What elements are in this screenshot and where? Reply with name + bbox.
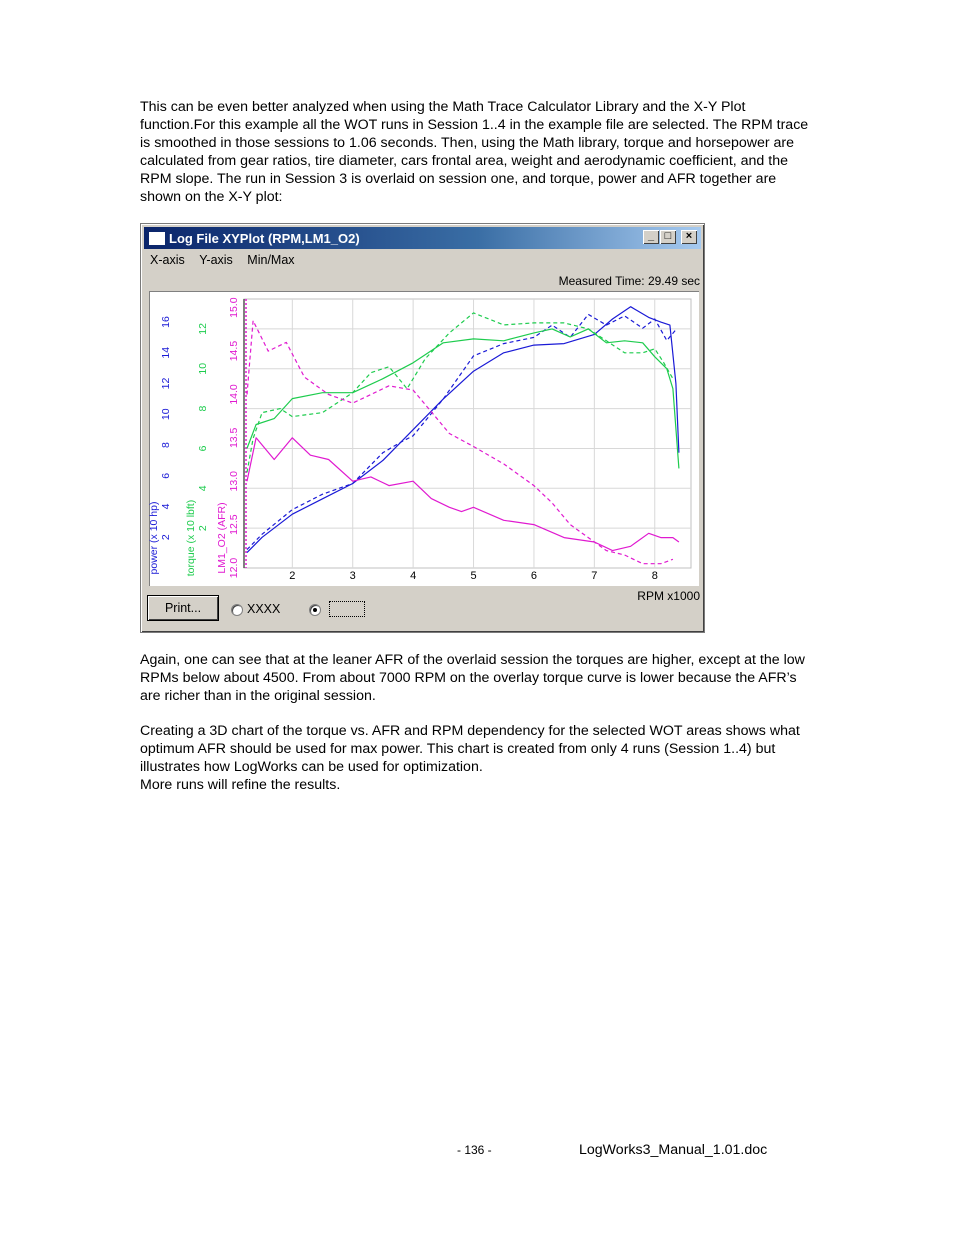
page-number: - 136 - xyxy=(457,1143,492,1157)
menu-x-axis[interactable]: X-axis xyxy=(150,253,185,267)
y-tick-label-power: 2 xyxy=(160,534,172,541)
x-tick-label: 2 xyxy=(289,570,296,582)
x-tick-label: 6 xyxy=(530,570,538,582)
y-axis-title-afr: LM1_O2 (AFR) xyxy=(216,502,228,574)
y-tick-label-power: 8 xyxy=(160,442,172,448)
y-tick-label-afr: 12.0 xyxy=(228,557,240,579)
xy-plot-chart xyxy=(149,291,699,586)
y-tick-label-torque: 2 xyxy=(197,525,209,532)
print-button[interactable]: Print... xyxy=(148,596,218,620)
radio-selected-icon xyxy=(309,604,321,616)
x-axis-unit-label: RPM x1000 xyxy=(637,589,700,603)
window-icon xyxy=(149,232,165,245)
y-tick-label-torque: 4 xyxy=(197,485,209,492)
document-name: LogWorks3_Manual_1.01.doc xyxy=(579,1142,768,1158)
y-tick-label-power: 12 xyxy=(160,377,172,390)
title-bar[interactable] xyxy=(144,227,701,249)
window-title: Log File XYPlot (RPM,LM1_O2) xyxy=(169,231,360,246)
y-tick-label-afr: 13.0 xyxy=(228,471,240,492)
radio-option-label xyxy=(329,601,365,617)
plot-area xyxy=(149,291,699,586)
y-tick-label-afr: 13.5 xyxy=(228,427,240,449)
intro-paragraph: This can be even better analyzed when using the Math Trace Calculator Library and the X-Y Plot function.For this example all the WOT runs in Session 1..4 in the example file are selected. The RPM trace is smoothed in those sessions to 1.06 seconds. Then, using the Math library, torque and horsepower are calculated from gear ratios, tire diameter, cars frontal area, weight and aerodynamic coefficient, and the RPM slope. The run in Session 3 is overlaid on session one, and torque, power and AFR together are shown on the X-Y plot: xyxy=(140,99,809,205)
close-button[interactable]: × xyxy=(681,230,697,244)
y-tick-label-power: 16 xyxy=(160,316,172,328)
y-tick-label-power: 6 xyxy=(160,472,172,479)
y-tick-label-afr: 14.0 xyxy=(228,384,240,405)
minimize-button[interactable]: _ xyxy=(643,230,659,244)
y-axis-title-power: power (x 10 hp) xyxy=(149,501,160,575)
menu-min-max[interactable]: Min/Max xyxy=(247,253,295,267)
y-tick-label-afr: 14.5 xyxy=(228,340,240,362)
x-tick-label: 4 xyxy=(410,570,417,582)
y-tick-label-torque: 6 xyxy=(197,445,209,452)
y-tick-label-afr: 12.5 xyxy=(228,514,240,535)
3d-chart-paragraph: Creating a 3D chart of the torque vs. AFR and RPM dependency for the selected WOT areas shows what optimum AFR should be used for max power. This chart is created from only 4 runs (Session 1..4) but illustrates how LogWorks can be used for optimization. More runs will refine the results. xyxy=(140,723,800,793)
radio-circle-icon xyxy=(231,604,243,616)
y-tick-label-torque: 12 xyxy=(197,323,209,335)
y-tick-label-power: 14 xyxy=(160,346,172,359)
x-tick-label: 5 xyxy=(470,570,477,582)
y-tick-label-torque: 10 xyxy=(197,362,209,375)
menu-y-axis[interactable]: Y-axis xyxy=(199,253,233,267)
measured-time: Measured Time: 29.49 sec xyxy=(558,274,700,288)
y-tick-label-power: 10 xyxy=(160,408,172,421)
x-tick-label: 7 xyxy=(591,570,598,582)
xyplot-window xyxy=(140,223,705,633)
x-tick-label: 8 xyxy=(651,570,658,582)
radio-option-label: XXXX xyxy=(247,602,281,616)
y-axis-title-torque: torque (x 10 lbft) xyxy=(185,499,197,577)
y-tick-label-afr: 15.0 xyxy=(228,297,240,318)
menu-bar xyxy=(150,253,306,271)
y-tick-label-torque: 8 xyxy=(197,405,209,412)
y-tick-label-power: 4 xyxy=(160,503,172,510)
x-tick-label: 3 xyxy=(349,570,356,582)
maximize-button[interactable]: □ xyxy=(660,230,676,244)
observation-paragraph: Again, one can see that at the leaner AFR of the overlaid session the torques are higher, except at the low RPMs below about 4500. From about 7000 RPM on the overlay torque curve is lower because the AFR’s are richer than in the original session. xyxy=(140,652,805,704)
